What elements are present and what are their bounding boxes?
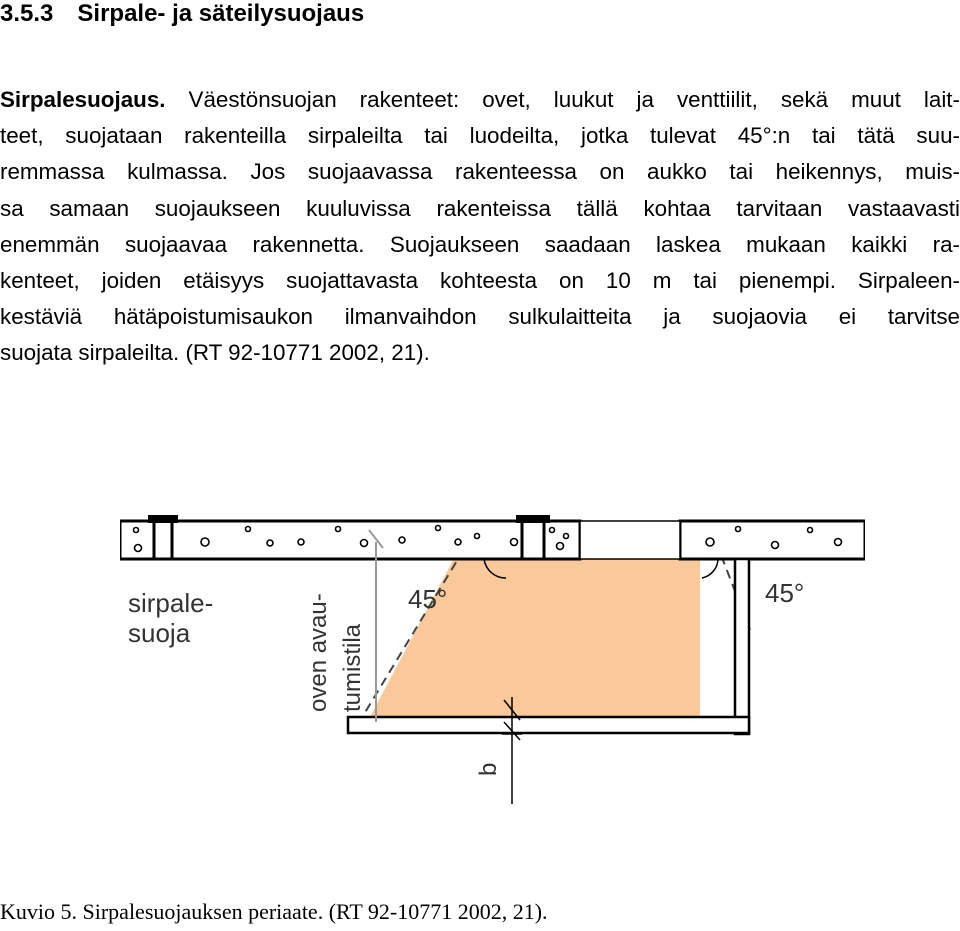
- paragraph-lead: Sirpalesuojaus.: [0, 87, 166, 112]
- body-paragraph: [0, 82, 960, 372]
- angle-label-right: 45°: [765, 578, 805, 608]
- paragraph-line-7: kestäviä hätäpoistumisaukon ilmanvaihdon sulkulaitteita ja suojaovia ei tarvitse: [0, 304, 960, 330]
- paragraph-line-8: suojata sirpaleilta. (RT 92-10771 2002, 21).: [0, 340, 430, 366]
- section-heading: [0, 0, 364, 28]
- angle-arc-right: [702, 559, 718, 578]
- label-shield-line1: sirpale-: [128, 588, 214, 618]
- section-title: Sirpale- ja säteilysuojaus: [77, 0, 365, 27]
- paragraph-line-3: remmassa kulmassa. Jos suojaavassa rakenteessa on aukko tai heikennys, muis-: [0, 159, 960, 185]
- figure-drawing: [120, 512, 865, 807]
- protected-area: [370, 547, 700, 717]
- wall-right: [680, 521, 865, 559]
- section-number: 3.5.3: [0, 0, 54, 27]
- label-door-line2: tumistila: [339, 623, 366, 712]
- door-opening: [580, 521, 680, 559]
- label-door-line1: oven avau-: [305, 593, 332, 712]
- paragraph-line-4: sa samaan suojaukseen kuuluvissa rakenteissa tällä kohtaa tarvitaan vastaavasti: [0, 195, 960, 221]
- paragraph-line-5: enemmän suojaavaa rakennetta. Suojaukseen saadaan laskea mukaan kaikki ra-: [0, 231, 960, 257]
- label-b: b: [475, 762, 502, 776]
- shrapnel-protection-figure: [120, 512, 865, 807]
- figure-caption: Kuvio 5. Sirpalesuojauksen periaate. (RT 92-10771 2002, 21).: [0, 899, 548, 924]
- paragraph-line-6: kenteet, joiden etäisyys suojattavasta kohteesta on 10 m tai pienempi. Sirpaleen-: [0, 267, 960, 293]
- paragraph-line-1: Sirpalesuojaus. Väestönsuojan rakenteet: ovet, luukut ja venttiilit, sekä muut lait-: [0, 87, 960, 112]
- label-shield-line2: suoja: [128, 618, 191, 648]
- paragraph-line-2: teet, suojataan rakenteilla sirpaleilta tai luodeilta, jotka tulevat 45°:n tai tätä suu-: [0, 123, 960, 149]
- angle-label-left: 45°: [408, 584, 448, 614]
